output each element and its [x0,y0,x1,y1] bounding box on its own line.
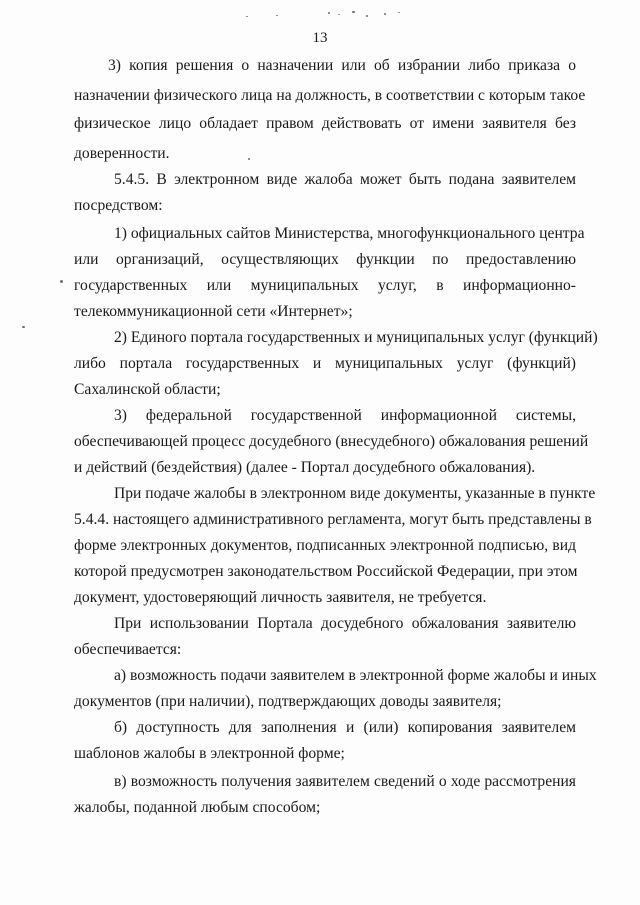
text-line: доверенности. [74,145,170,162]
text-line: 1) официальных сайтов Министерства, многофункционального центра [114,225,585,242]
text-line: обеспечивающей процесс досудебного (внесудебного) обжалования решений [74,433,589,450]
text-line: посредством: [74,197,163,214]
text-line: жалобы, поданной любым способом; [74,799,321,816]
text-line: а) возможность подачи заявителем в электронной форме жалобы и иных [114,667,597,684]
text-line: 5.4.4. настоящего административного регламента, могут быть представлены в [74,511,592,528]
text-line: физическое лицо обладает правом действовать от имени заявителя без [74,115,576,132]
text-line: телекоммуникационной сети «Интернет»; [74,303,353,320]
text-line: обеспечивается: [74,641,182,658]
scan-speck [328,12,330,14]
scan-speck [246,16,248,17]
text-line: или организаций, осуществляющих функции по предоставлению [74,251,576,268]
text-line: 3) копия решения о назначении или об избрании либо приказа о [108,57,576,74]
scan-speck [398,12,400,13]
text-line: документ, удостоверяющий личность заявителя, не требуется. [74,589,487,606]
text-line: б) доступность для заполнения и (или) копирования заявителем [114,719,576,736]
text-line: шаблонов жалобы в электронной форме; [74,745,345,762]
text-line: государственных или муниципальных услуг, в информационно- [74,277,576,294]
text-line: При подаче жалобы в электронном виде документы, указанные в пункте [114,485,596,502]
scan-speck [276,15,278,16]
scan-speck [22,326,25,328]
scan-speck [248,158,250,160]
page-number: 13 [312,30,328,46]
scan-speck [384,13,386,15]
scan-speck [352,11,355,13]
text-line: 2) Единого портала государственных и муниципальных услуг (функций) [114,329,598,346]
text-line: назначении физического лица на должность, в соответствии с которым такое [74,87,586,104]
text-line: 3) федеральной государственной информационной системы, [114,407,576,424]
text-line: документов (при наличии), подтверждающих доводы заявителя; [74,693,502,710]
text-line: форме электронных документов, подписанных электронной подписью, вид [74,537,576,554]
text-line: и действий (бездействия) (далее - Портал досудебного обжалования). [74,459,536,476]
text-line: 5.4.5. В электронном виде жалоба может быть подана заявителем [114,171,576,188]
scan-speck [366,15,368,17]
scan-speck [338,14,340,15]
text-line: При использовании Портала досудебного обжалования заявителю [114,615,576,632]
text-line: в) возможность получения заявителем сведений о ходе рассмотрения [114,773,576,790]
scan-speck [60,280,63,283]
text-line: либо портала государственных и муниципальных услуг (функций) [74,355,576,372]
text-line: Сахалинской области; [74,381,221,398]
text-line: которой предусмотрен законодательством Российской Федерации, при этом [74,563,578,580]
